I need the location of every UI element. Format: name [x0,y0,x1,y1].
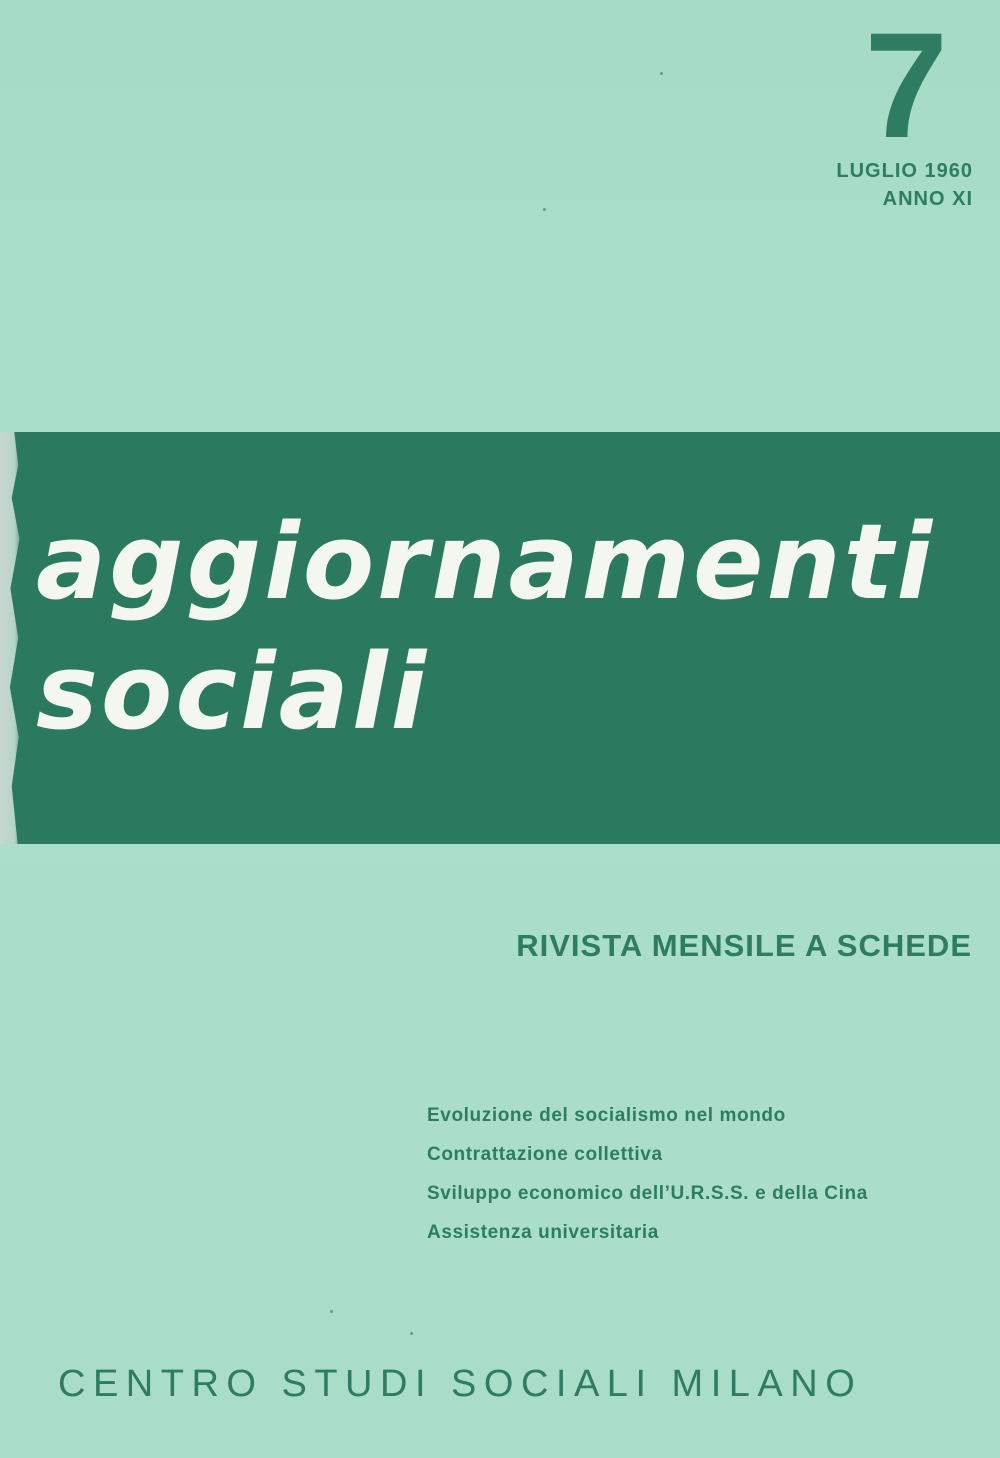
topics-list [427,1096,868,1252]
topic-item: Evoluzione del socialismo nel mondo [427,1105,786,1126]
topic-item: Sviluppo economico dell’U.R.S.S. e della Cina [427,1183,868,1204]
paper-speck [660,72,663,75]
paper-speck [330,1310,333,1313]
issue-date: LUGLIO 1960 [836,160,973,182]
publisher-name: CENTRO STUDI SOCIALI MILANO [58,1363,863,1405]
paper-speck [543,208,546,211]
title-line-2: sociali [36,631,430,753]
issue-year: ANNO XI [882,188,973,210]
paper-speck [410,1332,413,1335]
title-line-1: aggiornamenti [36,501,935,623]
topic-item: Assistenza universitaria [427,1222,659,1243]
issue-number: 7 [864,1,948,169]
topic-item: Contrattazione collettiva [427,1144,663,1165]
subtitle: RIVISTA MENSILE A SCHEDE [516,928,972,963]
